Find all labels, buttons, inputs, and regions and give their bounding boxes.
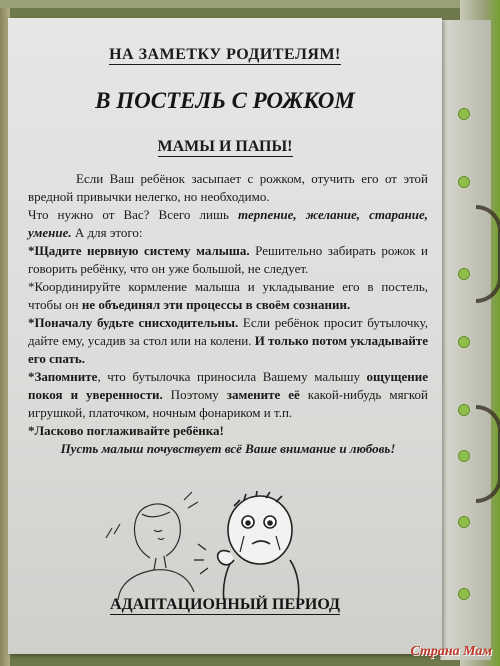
closing-line: Пусть малыш почувствует всё Ваше внимание и любовь! bbox=[60, 441, 396, 456]
binder-ring bbox=[476, 405, 500, 503]
page-title: В ПОСТЕЛЬ С РОЖКОМ bbox=[95, 88, 355, 113]
punch-hole bbox=[458, 108, 470, 120]
illustration bbox=[8, 488, 442, 600]
punch-hole bbox=[458, 404, 470, 416]
subtitle bbox=[8, 138, 442, 156]
punch-hole bbox=[458, 336, 470, 348]
tip-4: *Запомните, что бутылочка приносила Вашему малышу ощущение покоя и уверенности. Поэтому замените её какой-нибудь мягкой игрушкой, платочком, ночным фонариком и т.п. bbox=[28, 369, 428, 420]
footer-heading bbox=[8, 596, 442, 614]
punch-hole bbox=[458, 450, 470, 462]
punch-hole bbox=[458, 268, 470, 280]
punch-hole bbox=[458, 176, 470, 188]
tip-5: *Ласково поглаживайте ребёнка! bbox=[28, 423, 224, 438]
mother-sketch bbox=[106, 492, 198, 600]
tip-2: *Координируйте кормление малыша и укладывание его в постель, чтобы он не объединял эти процессы в своём сознании. bbox=[28, 279, 428, 312]
header-text: НА ЗАМЕТКУ РОДИТЕЛЯМ! bbox=[109, 46, 341, 63]
paper-sheet bbox=[8, 18, 442, 654]
punch-hole bbox=[458, 588, 470, 600]
tip-1: *Щадите нервную систему малыша. Решительно забирать рожок и говорить ребёнку, что он уже большой, не следует. bbox=[28, 243, 428, 276]
header-note bbox=[8, 46, 442, 64]
article-body bbox=[28, 170, 428, 458]
paragraph-question: Что нужно от Вас? Всего лишь терпение, желание, старание, умение. А для этого: bbox=[28, 207, 429, 240]
footer-heading-text: АДАПТАЦИОННЫЙ ПЕРИОД bbox=[110, 596, 340, 613]
site-watermark: Страна Мам bbox=[410, 644, 492, 659]
tip-3: *Поначалу будьте снисходительны. Если ребёнок просит бутылочку, дайте ему, усадив за стол или на колени. И только потом укладывайте его спать. bbox=[28, 315, 428, 366]
subtitle-text: МАМЫ И ПАПЫ! bbox=[157, 138, 293, 155]
binder-ring bbox=[476, 205, 500, 303]
background-top bbox=[0, 0, 500, 8]
punch-hole bbox=[458, 516, 470, 528]
child-crying-sketch bbox=[194, 491, 299, 600]
paragraph-intro: Если Ваш ребёнок засыпает с рожком, отучить его от этой вредной привычки нелегко, но необходимо. bbox=[28, 171, 428, 204]
